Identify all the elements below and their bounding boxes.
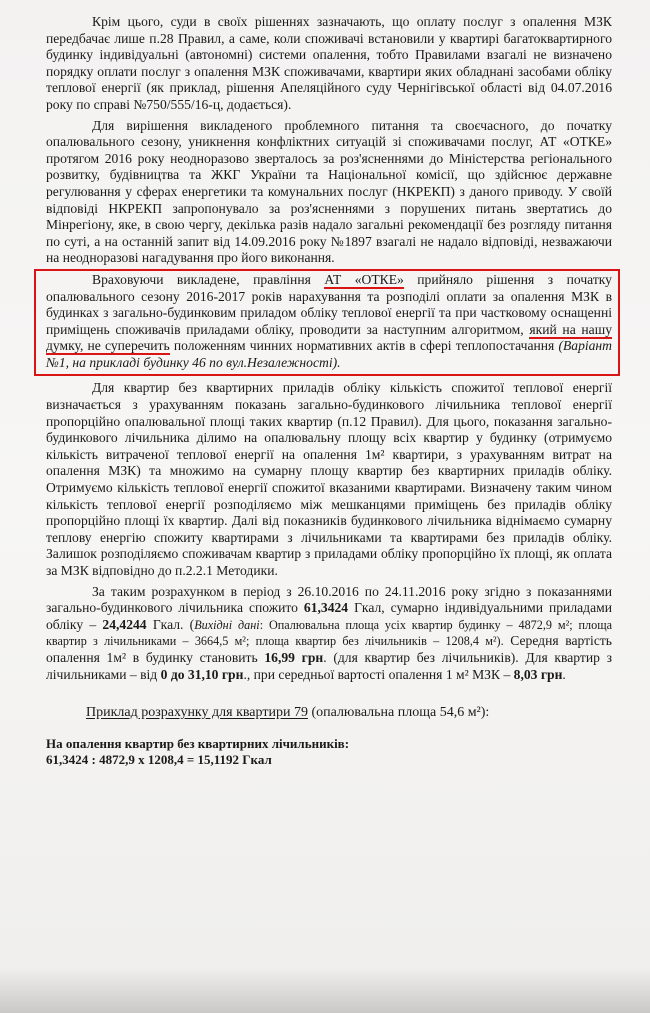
input-data-text: : Опалювальна площа усіх квартир будинку – 4872,9 м²; площа квартир з лічильниками – 3664,5 м²; площа квартир без лічильників – 1208,4 м²).: [46, 617, 612, 649]
example-title-suffix: (опалювальна площа 54,6 м²):: [307, 705, 490, 721]
calc-text-6: ., при середньої вартості опалення 1 м² МЗК –: [243, 666, 514, 682]
example-title: Приклад розрахунку для квартири 79: [86, 705, 308, 721]
paragraph-algorithm: Для квартир без квартирних приладів обліку кількість спожитої теплової енергії визначається з урахуванням показань загально-будинкового лічильника теплової енергії пропорційно опалювальної площі таких квартир (п.12 Правил). Для цього, показання загально-будинкового лічильника ділимо на опалювальну площу всіх квартир у будинку (отримуємо кількість витраченої теплової енергії на опалення 1м² квартири, з урахуванням витрат на опалення МЗК) та множимо на сумарну площу квартир без квартирних приладів обліку. Отримуємо кількість теплової енергії спожитої вказаними квартирами. Визначену таким чином кількість теплової енергії розподіляємо між мешканцями приміщень без приладів обліку пропорційно площі їх квартир. Далі від показників будинкового лічильника віднімаємо сумарну теплову енергію спожиту квартирами з лічильниками та квартирами без приладів обліку. Залишок розподіляємо споживачам квартир з приладами обліку пропорційно їх площі, як оплата за МЗК відповідно до п.2.2.1 Методики.: [46, 380, 612, 578]
variant-reference: (Варіант №1, на прикладі будинку 46 по вул.Незалежності).: [46, 338, 612, 370]
company-name-underlined: АТ «ОТКЕ»: [324, 271, 404, 287]
calc-text-5: . (для квартир без лічильників). Для квартир з лічильниками – від: [46, 649, 612, 682]
calc-text-4: Середня вартість опалення 1м² в будинку становить: [46, 633, 612, 665]
decision-text-middle: прийняло рішення з початку опалювального сезону 2016-2017 років нарахування та розподілі оплати за опалення МЗК в будинках з загально-будинковим приладом обліку теплової енергії та при частковому оснащенні приміщень споживачів приладами обліку, проводити за наступним алгоритмом,: [46, 271, 612, 337]
metered-cost-range: 0 до 31,10 грн: [160, 666, 244, 682]
calc-text-2: Гкал, сумарно індивідуальними приладами обліку –: [46, 600, 612, 632]
average-cost-value: 16,99 грн: [264, 649, 324, 665]
paragraph-calculation: [46, 584, 612, 684]
highlighted-decision-box: [34, 269, 620, 377]
decision-text-start: Враховуючи викладене, правління: [92, 271, 325, 287]
decision-text-end: положенням чинних нормативних актів в сфері теплопостачання: [169, 338, 559, 354]
paragraph-appeals-history: Для вирішення викладеного проблемного питання та своєчасного, до початку опалювального сезону, уникнення конфліктних ситуацій зі споживачами послуг, АТ «ОТКЕ» протягом 2016 року неодноразово зверталось за роз'ясненнями до Міністерства регіонального розвитку, будівництва та ЖКГ України та Національної комісії, що здійснює державне регулювання у сферах енергетики та комунальних послуг (НКРЕКП) з даного приводу. У своїй відповіді НКРЕКП запропонувало за роз'ясненнями з порушених питань звертатись до Мінрегіону, яке, в свою чергу, декілька разів надало загальні рекомендації без розгляду питання по суті, а на останній запит від 14.09.2016 року №1897 взагалі не надало відповіді, незважаючи на неодноразові нагадування про його виконання.: [46, 117, 612, 266]
example-formula: 61,3424 : 4872,9 х 1208,4 = 15,1192 Гкал: [46, 752, 272, 768]
example-heading: [46, 705, 612, 722]
paragraph-board-decision: [46, 272, 612, 372]
opinion-phrase-underlined: який на нашу думку, не суперечить: [46, 321, 612, 354]
mzk-cost-value: 8,03 грн: [513, 666, 563, 682]
calc-text-3: Гкал. (: [146, 616, 195, 632]
example-label: На опалення квартир без квартирних лічильників:: [46, 735, 350, 751]
building-meter-value: 61,3424: [303, 600, 349, 616]
paragraph-court-decisions: Крім цього, суди в своїх рішеннях зазначають, що оплату послуг з опалення МЗК передбачає лише п.28 Правил, а саме, коли споживачі встановили у квартирі багатоквартирного будинку індивідуальні (автономні) системи опалення, тобто Правилами взагалі не визначено порядку оплати послуг з опалення МЗК споживачами, квартири яких обладнані засобами обліку теплової енергії (як приклад, рішення Апеляційного суду Чернігівської області від 04.07.2016 року по справі №750/555/16-ц, додається).: [46, 14, 612, 112]
calc-text-1: За таким розрахунком в період з 26.10.2016 по 24.11.2016 року згідно з показаннями загально-будинкового лічильника спожито: [46, 583, 612, 616]
individual-meters-value: 24,4244: [102, 616, 147, 632]
input-data-label: Вихідні дані: [194, 617, 260, 632]
calc-text-7: .: [562, 666, 566, 682]
